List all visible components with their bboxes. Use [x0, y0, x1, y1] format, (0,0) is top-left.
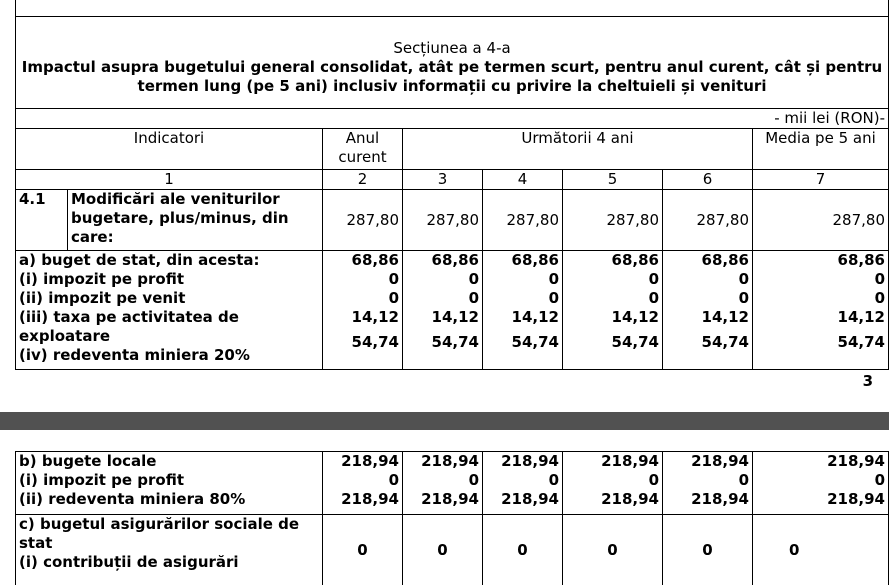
value-cell: 54,74 [326, 333, 399, 352]
section-title: Secțiunea a 4-a [20, 39, 884, 58]
value-cell: 287,80 [483, 190, 563, 251]
value-cell: 0 [666, 270, 749, 289]
value-cell: 0 [566, 289, 659, 308]
value-column [483, 251, 563, 370]
row-label: (i) contribuții de asigurări [19, 553, 319, 572]
value-column [663, 452, 753, 515]
value-cell: 68,86 [486, 251, 559, 270]
unit-row [16, 109, 889, 129]
value-cell: 0 [756, 471, 885, 490]
value-cell: 287,80 [753, 190, 889, 251]
value-cell: 0 [326, 289, 399, 308]
value-cell: 0 [406, 289, 479, 308]
row-label: stat [19, 534, 319, 553]
value-cell: 0 [566, 270, 659, 289]
row-c-labels [16, 515, 323, 585]
value-column [663, 251, 753, 370]
value-cell: 218,94 [666, 452, 749, 471]
value-cell: 0 [406, 471, 479, 490]
value-cell: 287,80 [323, 190, 403, 251]
value-cell: 54,74 [666, 333, 749, 352]
row-b-bugete-locale [16, 452, 889, 515]
col-number: 4 [483, 170, 563, 190]
value-cell: 0 [486, 289, 559, 308]
value-cell: 68,86 [666, 251, 749, 270]
row-c-asigurari-sociale [16, 515, 889, 585]
col-number: 1 [16, 170, 323, 190]
value-cell: 287,80 [663, 190, 753, 251]
value-cell: 68,86 [406, 251, 479, 270]
header-indicatori: Indicatori [16, 129, 323, 170]
value-cell: 14,12 [666, 308, 749, 327]
value-cell: 218,94 [566, 452, 659, 471]
value-column [753, 251, 889, 370]
value-cell: 218,94 [406, 452, 479, 471]
value-cell: 68,86 [326, 251, 399, 270]
value-cell: 68,86 [566, 251, 659, 270]
value-column [483, 452, 563, 515]
column-number-row [16, 170, 889, 190]
col-number: 2 [323, 170, 403, 190]
row-label: b) bugete locale [19, 452, 319, 471]
value-cell: 218,94 [756, 490, 885, 509]
value-cell: 68,86 [756, 251, 885, 270]
row-a-buget-de-stat [16, 251, 889, 370]
section-subtitle: Impactul asupra bugetului general consolidat, atât pe termen scurt, pentru anul curent, cât și pentru termen lung (pe 5 ani) inclusiv informații cu privire la cheltuieli și venituri [20, 58, 884, 96]
row-a-labels [16, 251, 323, 370]
value-cell: 287,80 [563, 190, 663, 251]
row-label: (ii) redeventa miniera 80% [19, 490, 319, 509]
value-cell: 0 [663, 515, 753, 585]
value-cell: 218,94 [486, 452, 559, 471]
value-cell: 14,12 [406, 308, 479, 327]
value-column [563, 251, 663, 370]
value-cell: 0 [406, 270, 479, 289]
col-number: 5 [563, 170, 663, 190]
value-cell: 0 [756, 289, 885, 308]
value-cell: 0 [563, 515, 663, 585]
row-b-labels [16, 452, 323, 515]
value-cell: 0 [486, 471, 559, 490]
row-label: c) bugetul asigurărilor sociale de [19, 515, 319, 534]
page-divider [0, 412, 889, 430]
value-cell: 14,12 [326, 308, 399, 327]
col-number: 6 [663, 170, 753, 190]
value-cell: 54,74 [566, 333, 659, 352]
page-number: 3 [863, 372, 873, 390]
value-cell: 0 [403, 515, 483, 585]
col-number: 3 [403, 170, 483, 190]
value-column [753, 452, 889, 515]
row-4-1 [16, 190, 889, 251]
value-cell: 54,74 [756, 333, 885, 352]
top-border-row [16, 0, 889, 17]
value-column [403, 251, 483, 370]
value-cell: 0 [756, 270, 885, 289]
value-cell: 218,94 [486, 490, 559, 509]
value-column [403, 452, 483, 515]
value-cell: 218,94 [666, 490, 749, 509]
value-column [563, 452, 663, 515]
impact-table-continued [15, 451, 889, 585]
header-media: Media pe 5 ani [753, 129, 889, 170]
value-cell: 218,94 [326, 452, 399, 471]
row-code: 4.1 [16, 190, 68, 251]
row-label: Modificări ale veniturilor bugetare, plus/minus, din care: [68, 190, 323, 251]
header-urmatorii-4-ani: Următorii 4 ani [403, 129, 753, 170]
row-label: (iii) taxa pe activitatea de exploatare [19, 308, 259, 346]
value-cell: 14,12 [566, 308, 659, 327]
value-cell: 0 [666, 289, 749, 308]
section-header [16, 17, 889, 109]
value-cell: 0 [486, 270, 559, 289]
value-cell: 0 [326, 471, 399, 490]
unit-label: - mii lei (RON)- [16, 109, 889, 129]
section-header-row [16, 17, 889, 109]
value-column [323, 251, 403, 370]
value-cell: 54,74 [486, 333, 559, 352]
row-label: a) buget de stat, din acesta: [19, 251, 319, 270]
row-label: (i) impozit pe profit [19, 471, 319, 490]
col-number: 7 [753, 170, 889, 190]
value-cell: 0 [323, 515, 403, 585]
column-header-row [16, 129, 889, 170]
value-cell: 218,94 [406, 490, 479, 509]
row-label: (iv) redeventa miniera 20% [19, 346, 319, 365]
value-cell: 0 [566, 471, 659, 490]
impact-table [15, 0, 889, 370]
row-label: (i) impozit pe profit [19, 270, 319, 289]
value-cell: 0 [326, 270, 399, 289]
row-label: (ii) impozit pe venit [19, 289, 319, 308]
value-cell: 218,94 [756, 452, 885, 471]
value-column [323, 452, 403, 515]
value-cell: 0 [666, 471, 749, 490]
header-anul-curent: Anul curent [323, 129, 403, 170]
value-cell: 218,94 [326, 490, 399, 509]
value-cell: 287,80 [403, 190, 483, 251]
value-cell: 218,94 [566, 490, 659, 509]
value-cell: 0 [753, 515, 889, 585]
value-cell: 14,12 [486, 308, 559, 327]
value-cell: 54,74 [406, 333, 479, 352]
value-cell: 0 [483, 515, 563, 585]
value-cell: 14,12 [756, 308, 885, 327]
